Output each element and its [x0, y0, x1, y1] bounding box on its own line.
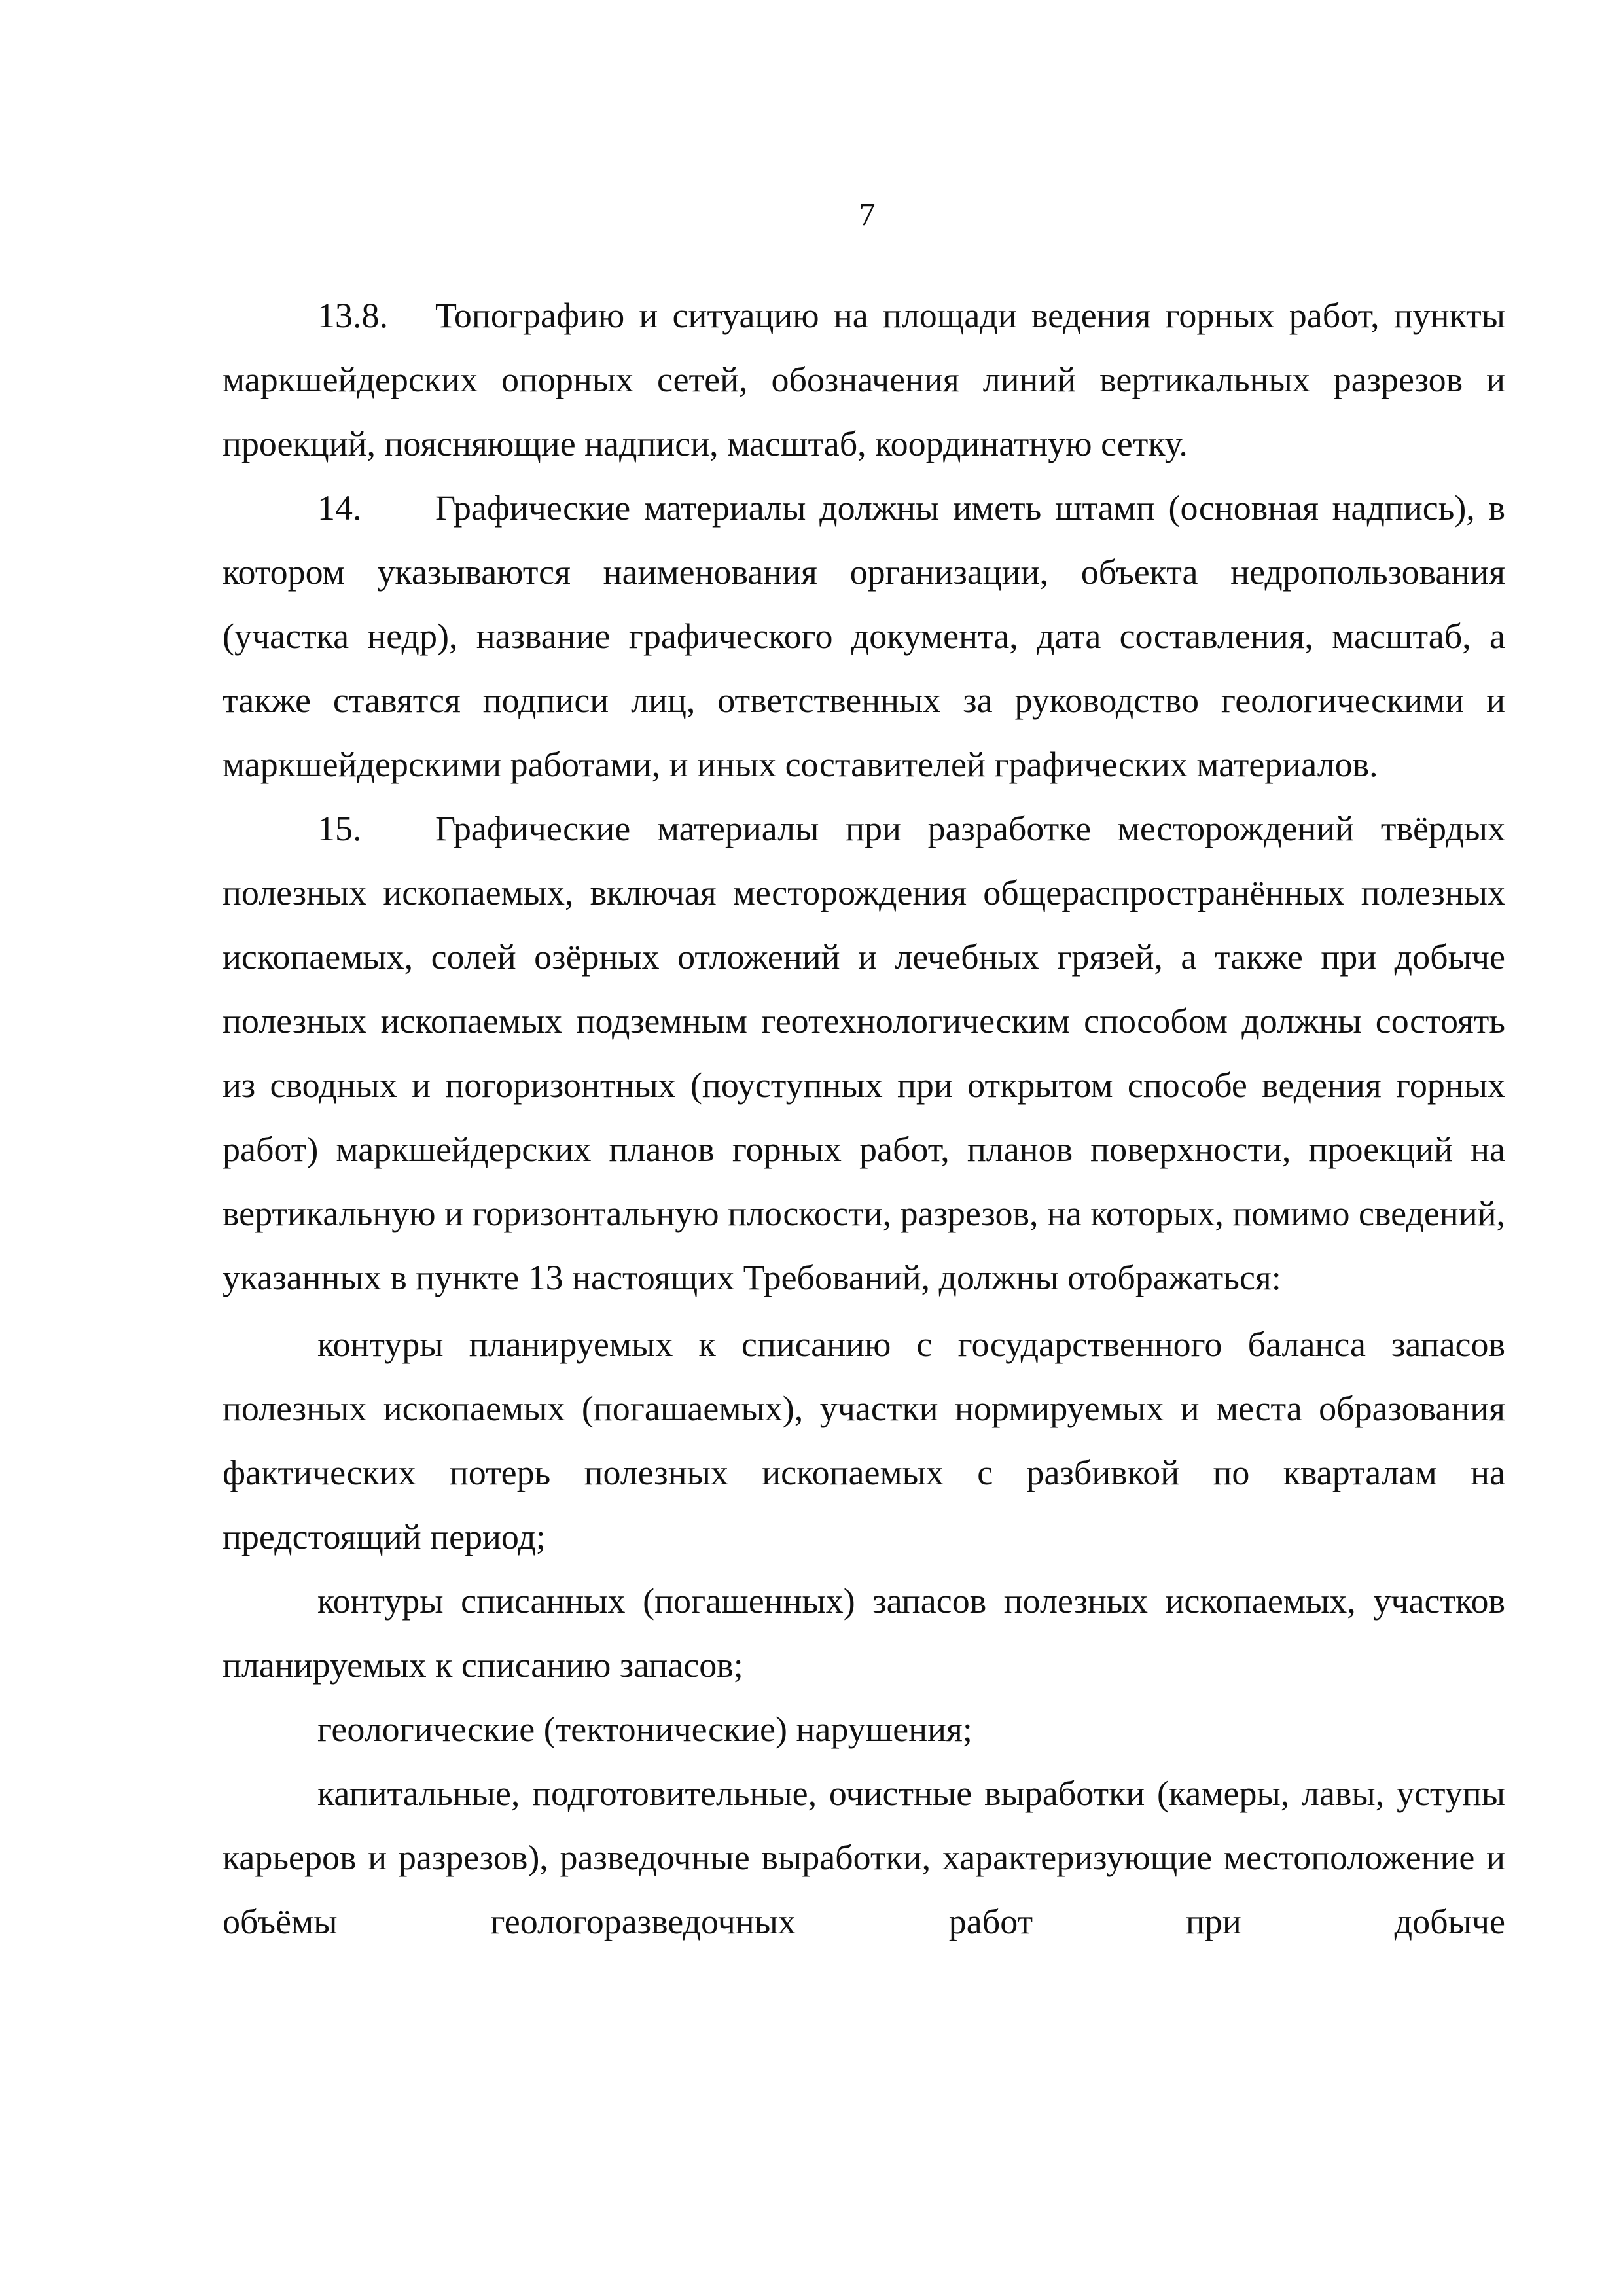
list-item: контуры планируемых к списанию с государственного баланса запасов полезных ископаемых (погашаемых), участки нормируемых и места образования фактических потерь полезных ископаемых с разбивкой по кварталам на предстоящий период; [223, 1325, 1505, 1556]
paragraph-number: 15. [317, 809, 362, 848]
paragraph-number: 13.8. [317, 296, 388, 335]
list-item: геологические (тектонические) нарушения; [317, 1710, 972, 1749]
paragraph-15 [223, 797, 1505, 1310]
list-item: капитальные, подготовительные, очистные выработки (камеры, лавы, уступы карьеров и разрезов), разведочные выработки, характеризующие местоположение и объёмы геологоразведочных работ при добыче [223, 1774, 1505, 1941]
document-body [223, 283, 1505, 1954]
list-item: контуры списанных (погашенных) запасов полезных ископаемых, участков планируемых к списанию запасов; [223, 1581, 1505, 1685]
paragraph-14 [223, 476, 1505, 797]
paragraph-13-8 [223, 283, 1505, 476]
page-number: 7 [859, 196, 876, 232]
paragraph-text: Графические материалы должны иметь штамп (основная надпись), в котором указываются наименования организации, объекта недропользования (участка недр), название графического документа, дата составления, масштаб, а также ставятся подписи лиц, ответственных за руководство геологическими и маркшейдерскими работами, и иных составителей графических материалов. [223, 488, 1505, 784]
paragraph-text: Топографию и ситуацию на площади ведения горных работ, пункты маркшейдерских опорных сетей, обозначения линий вертикальных разрезов и проекций, поясняющие надписи, масштаб, координатную сетку. [223, 296, 1505, 463]
paragraph-text: Графические материалы при разработке месторождений твёрдых полезных ископаемых, включая месторождения общераспространённых полезных ископаемых, солей озёрных отложений и лечебных грязей, а также при добыче полезных ископаемых подземным геотехнологическим способом должны состоять из сводных и погоризонтных (поуступных при открытом способе ведения горных работ) маркшейдерских планов горных работ, планов поверхности, проекций на вертикальную и горизонтальную плоскости, разрезов, на которых, помимо сведений, указанных в пункте 13 настоящих Требований, должны отображаться: [223, 809, 1506, 1297]
paragraph-number: 14. [317, 488, 362, 528]
